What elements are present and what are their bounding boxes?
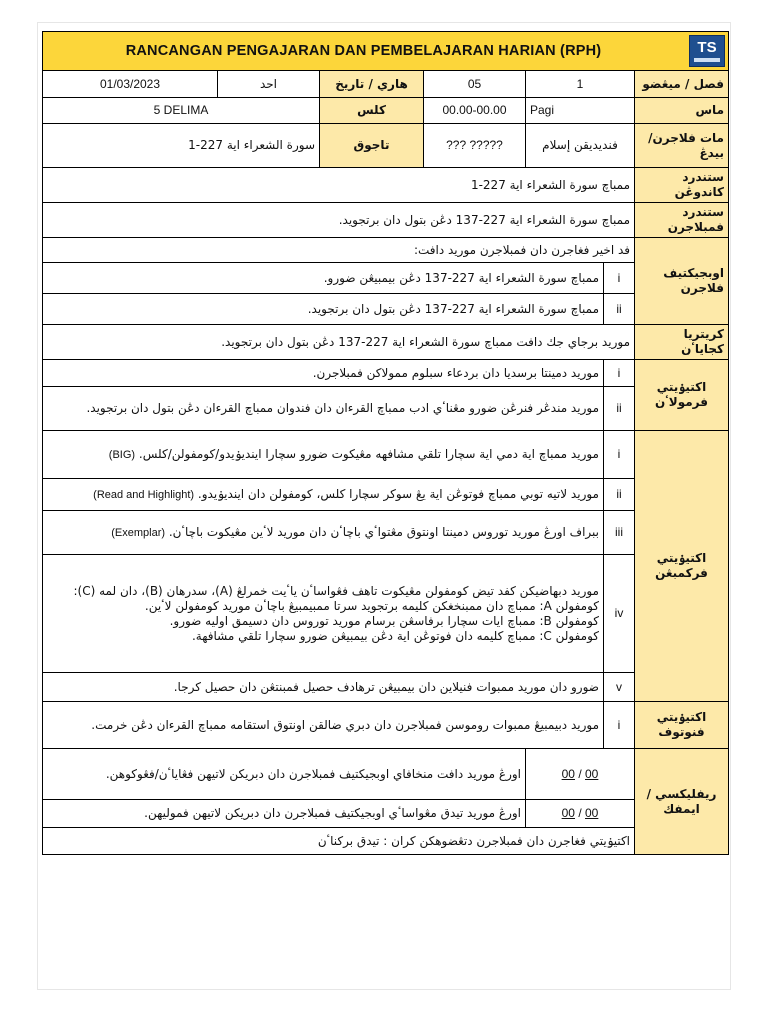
time-label: ماس (635, 98, 729, 124)
topic-label: تاجوق (320, 124, 424, 168)
formulation-row (43, 387, 729, 431)
session-value: Pagi (526, 98, 635, 124)
day-date-label: هاري / تاريخ (320, 71, 424, 98)
formulation-text: موريد دمينتا برسديا دان بردعاء سبلوم ممولاكن فمبلاجرن. (43, 360, 604, 387)
title-row (43, 32, 729, 71)
score-total: 00 (585, 766, 599, 781)
formulation-label: اكتيۏيتي فرمولاٴن (635, 360, 729, 431)
development-num: iv (604, 555, 635, 673)
week-label: فصل / ميڠضو (635, 71, 729, 98)
development-row (43, 431, 729, 479)
group-c-text: كومفولن C: ممباچ كليمه دان فوتوڠن اية دڠن بيمبيڠن ضورو سچارا تلقي مشافهة. (191, 628, 599, 643)
group-b-text: كومفولن B: ممباچ ايات سچارا برفاسڠن برسام موريد توروس دان دسيمق اوليه ضورو. (169, 613, 599, 628)
development-num: i (604, 431, 635, 479)
standard-content-label: ستندرد كاندوڠن (635, 168, 729, 203)
class-label: كلس (320, 98, 424, 124)
reflection-row (43, 800, 729, 828)
day-value: احد (218, 71, 320, 98)
objective-label: اوبجيكتيف فلاجرن (635, 238, 729, 325)
formulation-text: موريد مندڠر فنرڠن ضورو مڠناٴي ادب ممباچ القرءان دان فندوان ممباچ القرءان دڠن بتول دان برتجويد. (43, 387, 604, 431)
rph-table (42, 31, 729, 855)
closing-row (43, 702, 729, 749)
class-name: 5 DELIMA (43, 98, 320, 124)
subject-row (43, 124, 729, 168)
reflection-row (43, 749, 729, 800)
development-text (43, 555, 604, 673)
closing-text: موريد دبيمبيڠ ممبوات روموسن فمبلاجرن دان دبري ضالقن اونتوق استقامه ممباچ القرءان دڠن خرمت. (43, 702, 604, 749)
standard-content-row (43, 168, 729, 203)
time-value: 00.00-00.00 (424, 98, 526, 124)
development-text (43, 431, 604, 479)
criteria-row (43, 325, 729, 360)
development-num: v (604, 673, 635, 702)
development-num: ii (604, 479, 635, 511)
topic-value: سورة الشعراء اية 227-1 (43, 124, 320, 168)
development-text-body: ببراف اورڠ موريد توروس دمينتا اونتوق مڠتواٴي باچاٴن دان موريد لاٴين مڠيكوت باچاٴن. (168, 524, 599, 539)
reflection-score: 00 / 00 (526, 800, 635, 828)
development-row (43, 555, 729, 673)
objective-num: i (604, 263, 635, 294)
reflection-text: اورڠ موريد تيدق مڠواساٴي اوبجيكتيف فمبلاجرن دان دبريكن لاتيهن فموليهن. (43, 800, 526, 828)
school-logo (689, 35, 725, 67)
reflection-score: 00 / 00 (526, 749, 635, 800)
objective-num: ii (604, 294, 635, 325)
standard-content-value: ممباچ سورة الشعراء اية 227-1 (43, 168, 635, 203)
development-row (43, 479, 729, 511)
objective-text: ممباچ سورة الشعراء اية 227-137 دڠن بتول دان برتجويد. (43, 294, 604, 325)
development-text (43, 511, 604, 555)
subject-label: مات فلاجرن/ بيدڠ (635, 124, 729, 168)
development-num: iii (604, 511, 635, 555)
development-tag: (BIG) (108, 448, 136, 461)
formulation-num: i (604, 360, 635, 387)
closing-label: اكتيۏيتي فنوتوف (635, 702, 729, 749)
logo-bar-icon (694, 58, 720, 62)
criteria-label: كريتريا كجاياٴن (635, 325, 729, 360)
score-achieved: 00 (561, 766, 575, 781)
page-title: RANCANGAN PENGAJARAN DAN PEMBELAJARAN HARIAN (RPH) (125, 43, 602, 59)
logo-text: TS (697, 39, 717, 56)
development-text-body: موريد دبهاضيكن كفد تيض كومفولن مڠيكوت تاهف فڠواساٴن ياٴيت خمرلڠ (A)، سدرهان (B)، دان لمه (C): (73, 583, 599, 598)
rph-document (42, 31, 728, 848)
objective-intro-row (43, 238, 729, 263)
development-label: اكتيۏيتي فركمبڠن (635, 431, 729, 702)
development-row (43, 673, 729, 702)
reflection-note-row (43, 828, 729, 855)
standard-learning-value: ممباچ سورة الشعراء اية 227-137 دڠن بتول دان برتجويد. (43, 203, 635, 238)
formulation-row (43, 360, 729, 387)
reflection-label: ريفليكسي / ايمفك (635, 749, 729, 855)
development-text-body: موريد ممباچ اية دمي اية سچارا تلقي مشافهه مڠيكوت ضورو سچارا اينديۏيدو/كومفولن/كلس. (138, 446, 599, 461)
development-tag: (Read and Highlight) (93, 488, 195, 501)
reflection-note: اكتيۏيتي فغاجرن دان فمبلاجرن دتڠضوهكن كران : تيدق بركناٴن (43, 828, 635, 855)
standard-learning-label: ستندرد فمبلاجرن (635, 203, 729, 238)
class-row (43, 98, 729, 124)
development-text (43, 479, 604, 511)
development-tag: (Exemplar) (111, 526, 166, 539)
development-row (43, 511, 729, 555)
objective-intro: فد اخير فغاجرن دان فمبلاجرن موريد دافت: (43, 238, 635, 263)
development-text: ضورو دان موريد ممبوات فنيلاين دان بيمبيڠن ترهادف حصيل فمبنتڠن دان حصيل كرجا. (43, 673, 604, 702)
group-a-text: كومفولن A: ممباچ دان ممبنخغكن كليمه برتجويد سرتا ممبيمبيڠ باچاٴن موريد كومفولن لاٴين. (144, 598, 599, 613)
objective-text: ممباچ سورة الشعراء اية 227-137 دڠن بيمبيڠن ضورو. (43, 263, 604, 294)
reflection-text: اورڠ موريد دافت منخافاي اوبجيكتيف فمبلاجرن دان دبريكن لاتيهن فڠاياٴن/فڠوكوهن. (43, 749, 526, 800)
criteria-value: موريد برجاي جك دافت ممباچ سورة الشعراء اية 227-137 دڠن بتول دان برتجويد. (43, 325, 635, 360)
week-number: 1 (526, 71, 635, 98)
development-text-body: موريد لاتيه توبي ممباچ فوتوڠن اية يڠ سوكر سچارا كلس، كومفولن دان اينديۏيدو. (197, 486, 599, 501)
closing-num: i (604, 702, 635, 749)
objective-row (43, 294, 729, 325)
date-value: 01/03/2023 (43, 71, 218, 98)
date-row (43, 71, 729, 98)
week-value: 05 (424, 71, 526, 98)
standard-learning-row (43, 203, 729, 238)
unknown-value: ??? ????? (424, 124, 526, 168)
formulation-num: ii (604, 387, 635, 431)
score-achieved: 00 (561, 806, 575, 820)
score-total: 00 (585, 806, 599, 820)
objective-row (43, 263, 729, 294)
field-value: فنديديقن إسلام (526, 124, 635, 168)
